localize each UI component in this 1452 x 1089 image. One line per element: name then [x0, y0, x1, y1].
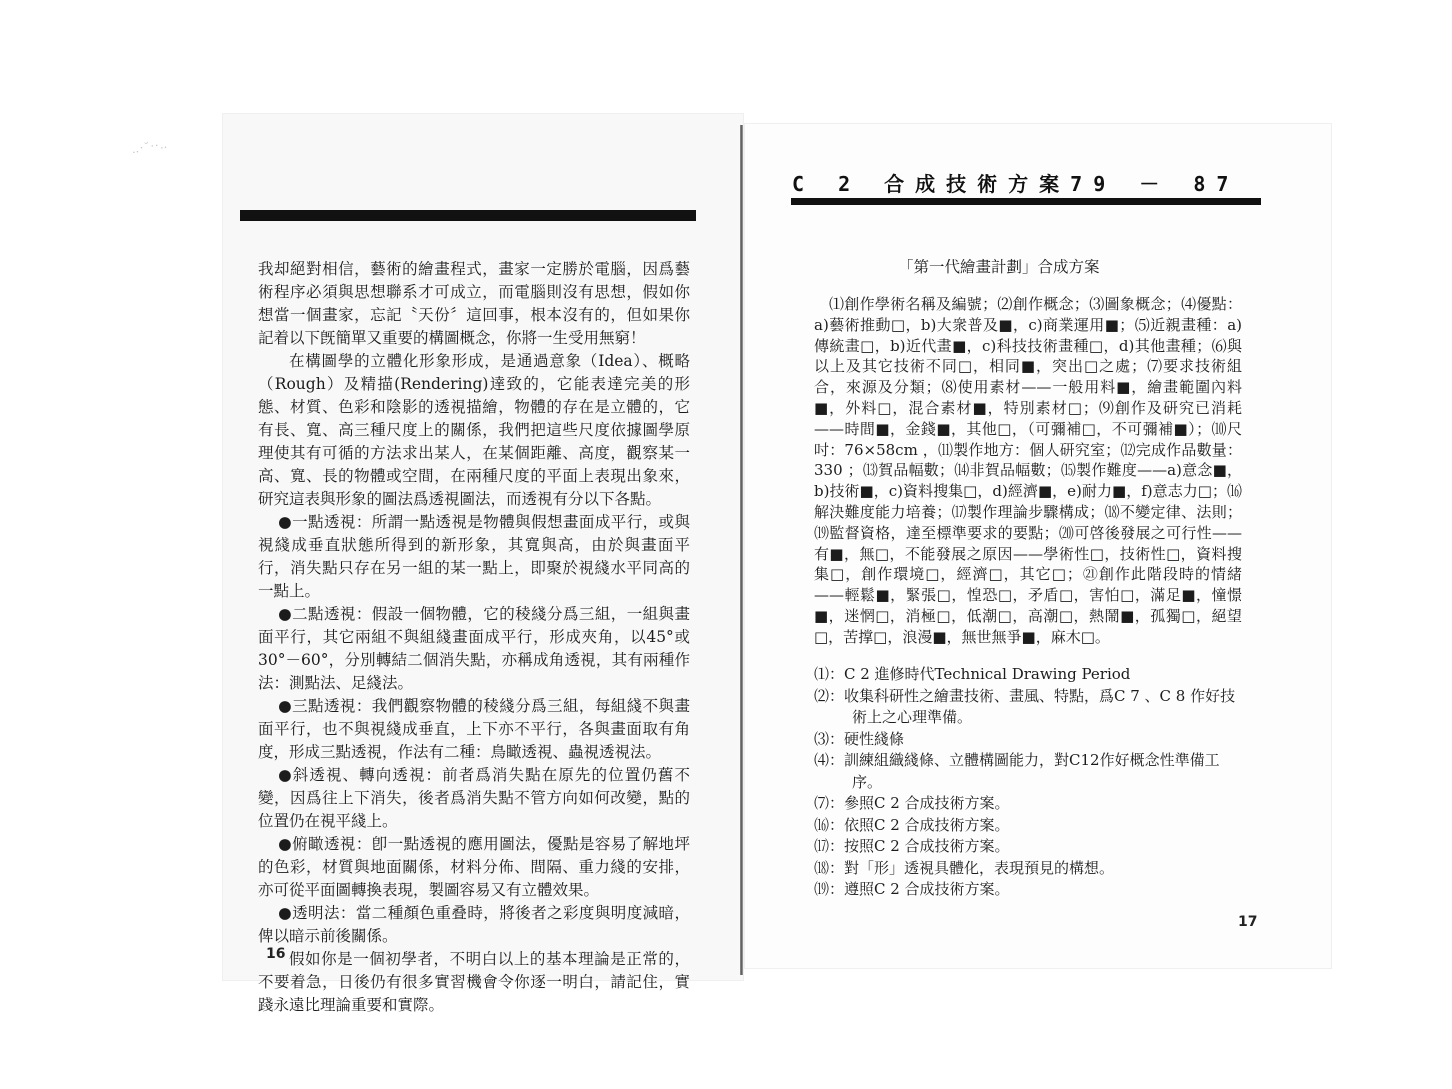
bullet-paragraph: ●俯瞰透視：卽一點透視的應用圖法，優點是容易了解地坪的色彩，材質與地面關係，材料分佈、間隔、重力綫的安排，亦可從平面圖轉換表現，製圖容易又有立體效果。 [258, 835, 690, 899]
section-subtitle: 「第一代繪畫計劃」合成方案 [898, 258, 1100, 276]
note-item: ⒆：遵照C 2 合成技術方案。 [814, 880, 1010, 898]
page-number-left: 16 [266, 946, 286, 962]
bullet-paragraph: ●透明法：當二種顏色重叠時，將後者之彩度與明度減暗，俾以暗示前後關係。 [258, 904, 690, 945]
note-item: ⒅：對「形」透視具體化，表現預見的構想。 [814, 858, 1115, 877]
note-item: ⑷：訓練組織綫條、立體構圖能力，對C12作好概念性準備工序。 [814, 751, 1220, 791]
note-item: ⑺：參照C 2 合成技術方案。 [814, 794, 1010, 812]
note-item: ⑶：硬性綫條 [814, 729, 905, 748]
paragraph: 在構圖學的立體化形象形成，是通過意象（Idea）、概略（Rough）及精描(Rendering)達致的，它能表達完美的形態、材質、色彩和陰影的透視描繪，物體的存在是立體的，它有長、寬、高三種尺度上的關係，我們把這些尺度依據圖學原理使其有可循的方法求出某人，在某個距離、高度，觀察某一高、寬、長的物體或空間，在兩種尺度的平面上表現出象來，研究這表與形象的圖法爲透視圖法，而透視有分以下各點。 [258, 352, 690, 508]
bullet-paragraph: ●三點透視：我們觀察物體的稜綫分爲三組，每組綫不與畫面平行，也不與視綫成垂直，上下亦不平行，各與畫面取有角度，形成三點透視，作法有二種：鳥瞰透視、蟲視透視法。 [258, 697, 690, 761]
note-item: ⒄：按照C 2 合成技術方案。 [814, 837, 1010, 855]
right-header-rule [791, 198, 1261, 205]
left-page-body [258, 258, 690, 1017]
page-number-right: 17 [1238, 914, 1258, 930]
page-edge-smudge: ‥·˘··‥ [130, 137, 169, 157]
bullet-paragraph: ●二點透視：假設一個物體，它的稜綫分爲三組，一組與畫面平行，其它兩組不與組綫畫面成平行，形成夾角，以45°或30°－60°，分別轉結二個消失點，亦稱成角透視，其有兩種作法：測點法、足綫法。 [258, 605, 690, 692]
paragraph: 我却絕對相信，藝術的繪畫程式，畫家一定勝於電腦，因爲藝術程序必須與思想聯系才可成立，而電腦則沒有思想，假如你想當一個畫家，忘記〝天份〞這回事，根本沒有的，但如果你記着以下旣簡單又重要的構圖概念，你將一生受用無窮！ [258, 260, 690, 347]
note-item: ⑴：C 2 進修時代Technical Drawing Period [814, 665, 1131, 683]
book-spine [740, 125, 743, 975]
note-item: ⑵：收集科研性之繪畫技術、畫風、特點，爲C 7 、C 8 作好技術上之心理準備。 [814, 686, 1236, 726]
bullet-paragraph: ●斜透視、轉向透視：前者爲消失點在原先的位置仍舊不變，因爲往上下消失，後者爲消失點不管方向如何改變，點的位置仍在視平綫上。 [258, 766, 690, 830]
note-item: ⒃：依照C 2 合成技術方案。 [814, 815, 1010, 834]
bullet-paragraph: ●一點透視：所謂一點透視是物體與假想畫面成平行，或與視綫成垂直狀態所得到的新形象，其寬與高，由於與畫面平行，消失點只存在另一組的某一點上，即聚於視綫水平同高的一點上。 [258, 513, 690, 600]
paragraph: 假如你是一個初學者，不明白以上的基本理論是正常的，不要着急，日後仍有很多實習機會令你逐一明白，請記住，實踐永遠比理論重要和實際。 [258, 950, 690, 1014]
left-header-rule [240, 210, 696, 221]
plan-paragraph: ⑴創作學術名稱及編號；⑵創作概念；⑶圖象概念；⑷優點：a)藝術推動□，b)大衆普及■，c)商業運用■；⑸近親畫種：a)傳統畫□，b)近代畫■，c)科技技術畫種□，d)其他畫種；⑹與以上及其它技術不同□，相同■，突出□之處；⑺要求技術組合，來源及分類；⑻使用素材——一般用料■，繪畫範圍內料■，外料□，混合素材■，特別素材□；⑼創作及研究已消耗——時間■，金錢■，其他□，（可彌補□，不可彌補■）；⑽尺吋：76×58cm ，⑾製作地方：個人研究室；⑿完成作品數量：330 ；⒀賀品幅數；⒁非賀品幅數；⒂製作難度——a)意念■，b)技術■，c)資料搜集□，d)經濟■，e)耐力■，f)意志力□；⒃解決難度能力培養；⒄製作理論步驟構成；⒅不變定律、法則；⒆監督資格，達至標準要求的要點；⒇可啓後發展之可行性——有■，無□，不能發展之原因——學術性□，技術性□，資料搜集□，創作環境□，經濟□，其它□；㉑創作此階段時的情緒——輕鬆■，緊張□，惶恐□，矛盾□，害怕□，滿足■，憧憬■，迷惘□，消極□，低潮□，高潮□，熱鬧■，孤獨□，絕望□，苦撑□，浪漫■，無世無爭■，麻木□。 [814, 295, 1242, 646]
right-page-header: C 2 合成技術方案79 － 87 [792, 172, 1240, 196]
notes-list [814, 664, 1244, 901]
